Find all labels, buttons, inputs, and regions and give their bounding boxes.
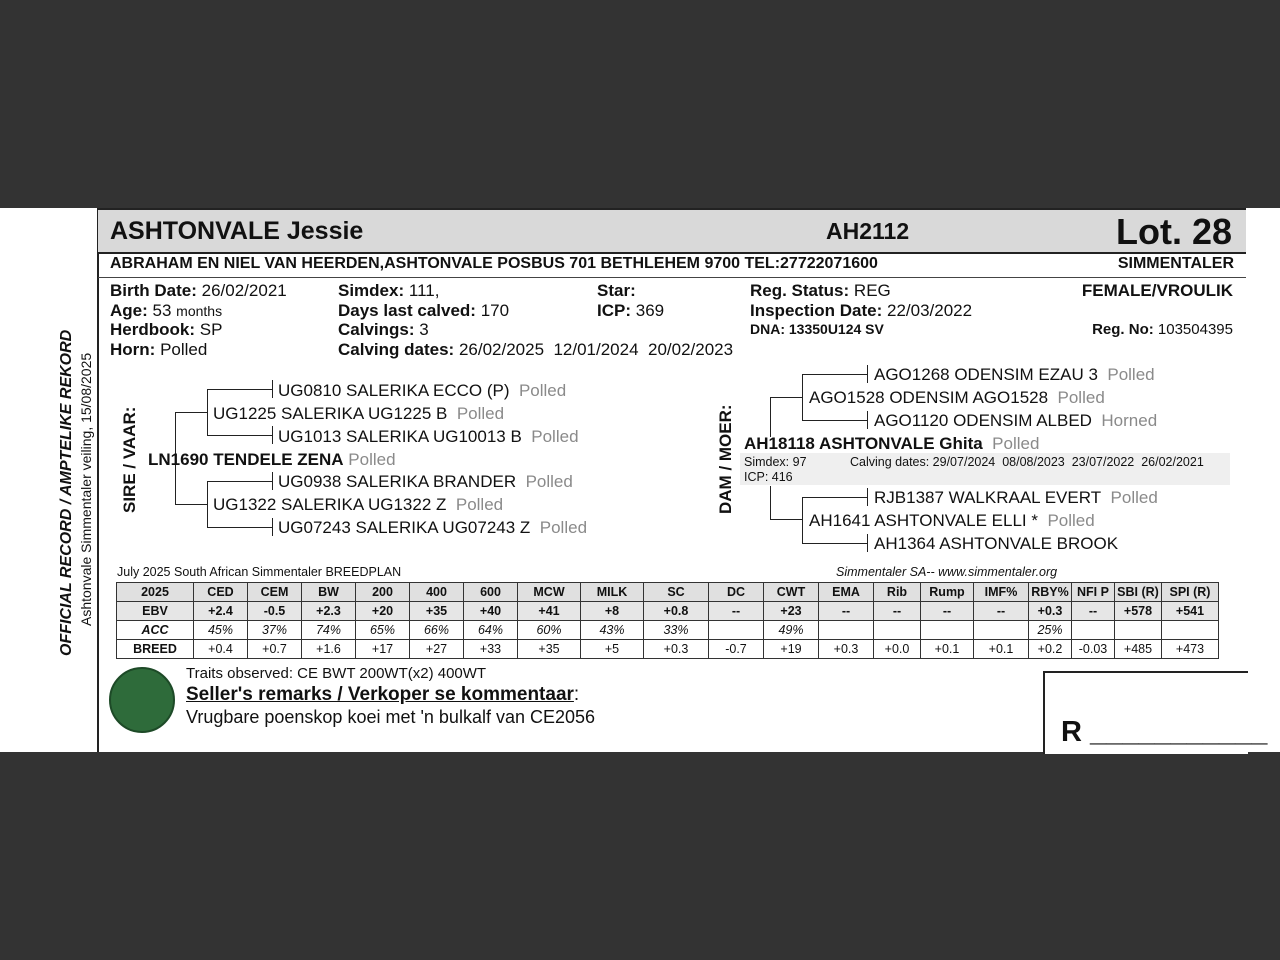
breedplan-cell: -- xyxy=(1072,602,1115,621)
reg-status: Reg. Status: REG xyxy=(750,281,891,300)
breedplan-cell xyxy=(709,621,764,640)
official-record-label: OFFICIAL RECORD / AMPTELIKE REKORD xyxy=(58,329,75,656)
breedplan-cell: -- xyxy=(819,602,874,621)
breedplan-row xyxy=(117,621,1219,640)
breedplan-cell: -0.5 xyxy=(248,602,302,621)
breedplan-cell: Rib xyxy=(874,583,921,602)
breedplan-cell: MCW xyxy=(518,583,581,602)
breedplan-cell: +27 xyxy=(410,640,464,659)
breedplan-row xyxy=(117,640,1219,659)
breedplan-cell: BREED xyxy=(117,640,194,659)
sale-label: Ashtonvale Simmentaler veiling, 15/08/2025 xyxy=(78,352,94,626)
breedplan-cell: +0.4 xyxy=(194,640,248,659)
breedplan-table xyxy=(116,582,1219,659)
breedplan-cell: CEM xyxy=(248,583,302,602)
breedplan-cell: 74% xyxy=(302,621,356,640)
breedplan-cell: BW xyxy=(302,583,356,602)
inspection-date: Inspection Date: 22/03/2022 xyxy=(750,301,973,320)
side-strip xyxy=(0,208,99,752)
breedplan-cell: SBI (R) xyxy=(1115,583,1162,602)
breedplan-cell: +2.4 xyxy=(194,602,248,621)
breedplan-cell: +19 xyxy=(764,640,819,659)
breedplan-cell: -0.7 xyxy=(709,640,764,659)
breedplan-cell: -- xyxy=(974,602,1029,621)
breedplan-cell: 37% xyxy=(248,621,302,640)
breedplan-cell: IMF% xyxy=(974,583,1029,602)
breedplan-cell: +41 xyxy=(518,602,581,621)
breedplan-cell: ACC xyxy=(117,621,194,640)
sire-dam: UG1322 SALERIKA UG1322 Z Polled xyxy=(213,495,504,514)
herdbook: Herdbook: SP xyxy=(110,320,223,339)
breedplan-cell: +473 xyxy=(1162,640,1219,659)
breedplan-cell: 200 xyxy=(356,583,410,602)
breedplan-cell: +0.7 xyxy=(248,640,302,659)
birth-date: Birth Date: 26/02/2021 xyxy=(110,281,287,300)
breedplan-cell: 49% xyxy=(764,621,819,640)
breedplan-cell: +35 xyxy=(410,602,464,621)
breedplan-cell: SPI (R) xyxy=(1162,583,1219,602)
star-label: Star: xyxy=(597,281,636,300)
breedplan-cell: +485 xyxy=(1115,640,1162,659)
owner-bar xyxy=(98,252,1246,278)
breedplan-cell: NFI P xyxy=(1072,583,1115,602)
calving-dates: Calving dates: 26/02/2025 12/01/2024 20/02/2023 xyxy=(338,340,734,359)
breedplan-cell: EBV xyxy=(117,602,194,621)
dam-sire: AGO1528 ODENSIM AGO1528 Polled xyxy=(809,388,1105,407)
breedplan-cell: 600 xyxy=(464,583,518,602)
dam-dam: AH1641 ASHTONVALE ELLI * Polled xyxy=(809,511,1095,530)
breedplan-cell: 33% xyxy=(644,621,709,640)
breedplan-cell: SC xyxy=(644,583,709,602)
breedplan-cell: -- xyxy=(874,602,921,621)
days-last-calved: Days last calved: 170 xyxy=(338,301,510,320)
breedplan-cell: +8 xyxy=(581,602,644,621)
breedplan-cell: RBY% xyxy=(1029,583,1072,602)
breedplan-cell: +541 xyxy=(1162,602,1219,621)
breedplan-cell: +0.8 xyxy=(644,602,709,621)
breedplan-site: Simmentaler SA-- www.simmentaler.org xyxy=(836,565,1058,579)
breed-label: SIMMENTALER xyxy=(1117,255,1234,272)
dam-sire-dam: AGO1120 ODENSIM ALBED Horned xyxy=(874,411,1158,430)
breedplan-cell: 43% xyxy=(581,621,644,640)
dam-dam-sire: RJB1387 WALKRAAL EVERT Polled xyxy=(874,488,1158,507)
breedplan-cell: +578 xyxy=(1115,602,1162,621)
breedplan-cell: +0.1 xyxy=(974,640,1029,659)
traits-observed: Traits observed: CE BWT 200WT(x2) 400WT xyxy=(186,665,487,682)
dna: DNA: 13350U124 SV xyxy=(750,321,884,337)
breedplan-cell: -0.03 xyxy=(1072,640,1115,659)
sire: LN1690 TENDELE ZENA Polled xyxy=(148,450,396,469)
breedplan-cell: +0.1 xyxy=(921,640,974,659)
animal-code: AH2112 xyxy=(826,218,910,244)
dam-sire-sire: AGO1268 ODENSIM EZAU 3 Polled xyxy=(874,365,1155,384)
breedplan-cell: 64% xyxy=(464,621,518,640)
r-label: R ___________ xyxy=(1061,716,1268,748)
breedplan-cell: +33 xyxy=(464,640,518,659)
breedplan-cell: +0.0 xyxy=(874,640,921,659)
calvings: Calvings: 3 xyxy=(338,320,429,339)
breedplan-title: July 2025 South African Simmentaler BREEDPLAN xyxy=(117,565,402,579)
breedplan-cell: CWT xyxy=(764,583,819,602)
breedplan-cell xyxy=(1162,621,1219,640)
breedplan-cell: CED xyxy=(194,583,248,602)
breedplan-cell: +0.3 xyxy=(819,640,874,659)
breedplan-cell: 400 xyxy=(410,583,464,602)
dam-simdex: Simdex: 97 xyxy=(744,455,807,469)
sire-dam-sire: UG0938 SALERIKA BRANDER Polled xyxy=(278,472,573,491)
dam-dam-dam: AH1364 ASHTONVALE BROOK xyxy=(874,534,1119,553)
breedplan-cell: -- xyxy=(709,602,764,621)
breedplan-cell: 25% xyxy=(1029,621,1072,640)
breedplan-cell: +0.2 xyxy=(1029,640,1072,659)
breedplan-cell xyxy=(874,621,921,640)
breedplan-cell: +40 xyxy=(464,602,518,621)
breedplan-cell: +0.3 xyxy=(1029,602,1072,621)
breedplan-row xyxy=(117,583,1219,602)
dam: AH18118 ASHTONVALE Ghita Polled xyxy=(744,434,1040,453)
dam-label: DAM / MOER: xyxy=(716,404,735,514)
breedplan-cell xyxy=(1072,621,1115,640)
breedplan-cell: +1.6 xyxy=(302,640,356,659)
breedplan-cell xyxy=(1115,621,1162,640)
reg-no: Reg. No: 103504395 xyxy=(1092,321,1233,338)
sex-label: FEMALE/VROULIK xyxy=(1081,281,1233,300)
breedplan-cell: 66% xyxy=(410,621,464,640)
breedplan-cell: 65% xyxy=(356,621,410,640)
sire-sire: UG1225 SALERIKA UG1225 B Polled xyxy=(213,404,505,423)
sire-label: SIRE / VAAR: xyxy=(120,406,139,513)
remarks-text: Vrugbare poenskop koei met 'n bulkalf van CE2056 xyxy=(186,707,596,727)
breedplan-cell: +20 xyxy=(356,602,410,621)
lot-number: Lot. 28 xyxy=(1116,211,1233,252)
breedplan-cell: 45% xyxy=(194,621,248,640)
breedplan-row xyxy=(117,602,1219,621)
horn: Horn: Polled xyxy=(110,340,208,359)
sire-sire-sire: UG0810 SALERIKA ECCO (P) Polled xyxy=(278,381,567,400)
title-bar xyxy=(98,208,1246,254)
breedplan-cell: -- xyxy=(921,602,974,621)
breedplan-cell: +23 xyxy=(764,602,819,621)
dam-icp: ICP: 416 xyxy=(744,470,793,484)
remarks-heading: Seller's remarks / Verkoper se kommentaar: xyxy=(186,684,580,705)
breedplan-cell xyxy=(921,621,974,640)
breedplan-cell: +35 xyxy=(518,640,581,659)
owner-text: ABRAHAM EN NIEL VAN HEERDEN,ASHTONVALE POSBUS 701 BETHLEHEM 9700 TEL:27722071600 xyxy=(110,255,878,272)
breedplan-cell: EMA xyxy=(819,583,874,602)
breedplan-cell: DC xyxy=(709,583,764,602)
breedplan-cell: +0.3 xyxy=(644,640,709,659)
society-logo xyxy=(109,667,175,733)
breedplan-cell: +17 xyxy=(356,640,410,659)
age: Age: 53 months xyxy=(110,301,223,320)
breedplan-cell: +2.3 xyxy=(302,602,356,621)
breedplan-cell xyxy=(974,621,1029,640)
animal-name: ASHTONVALE Jessie xyxy=(110,217,364,245)
dam-calving-dates: Calving dates: 29/07/2024 08/08/2023 23/07/2022 26/02/2021 xyxy=(850,455,1204,469)
sire-sire-dam: UG1013 SALERIKA UG10013 B Polled xyxy=(278,427,579,446)
icp: ICP: 369 xyxy=(597,301,665,320)
breedplan-cell: Rump xyxy=(921,583,974,602)
bid-box xyxy=(1043,671,1268,754)
lot-card xyxy=(0,208,1280,752)
sire-dam-dam: UG07243 SALERIKA UG07243 Z Polled xyxy=(278,518,588,537)
breedplan-cell xyxy=(819,621,874,640)
breedplan-cell: MILK xyxy=(581,583,644,602)
breedplan-cell: 2025 xyxy=(117,583,194,602)
breedplan-cell: +5 xyxy=(581,640,644,659)
breedplan-cell: 60% xyxy=(518,621,581,640)
simdex: Simdex: 111, xyxy=(338,281,440,300)
